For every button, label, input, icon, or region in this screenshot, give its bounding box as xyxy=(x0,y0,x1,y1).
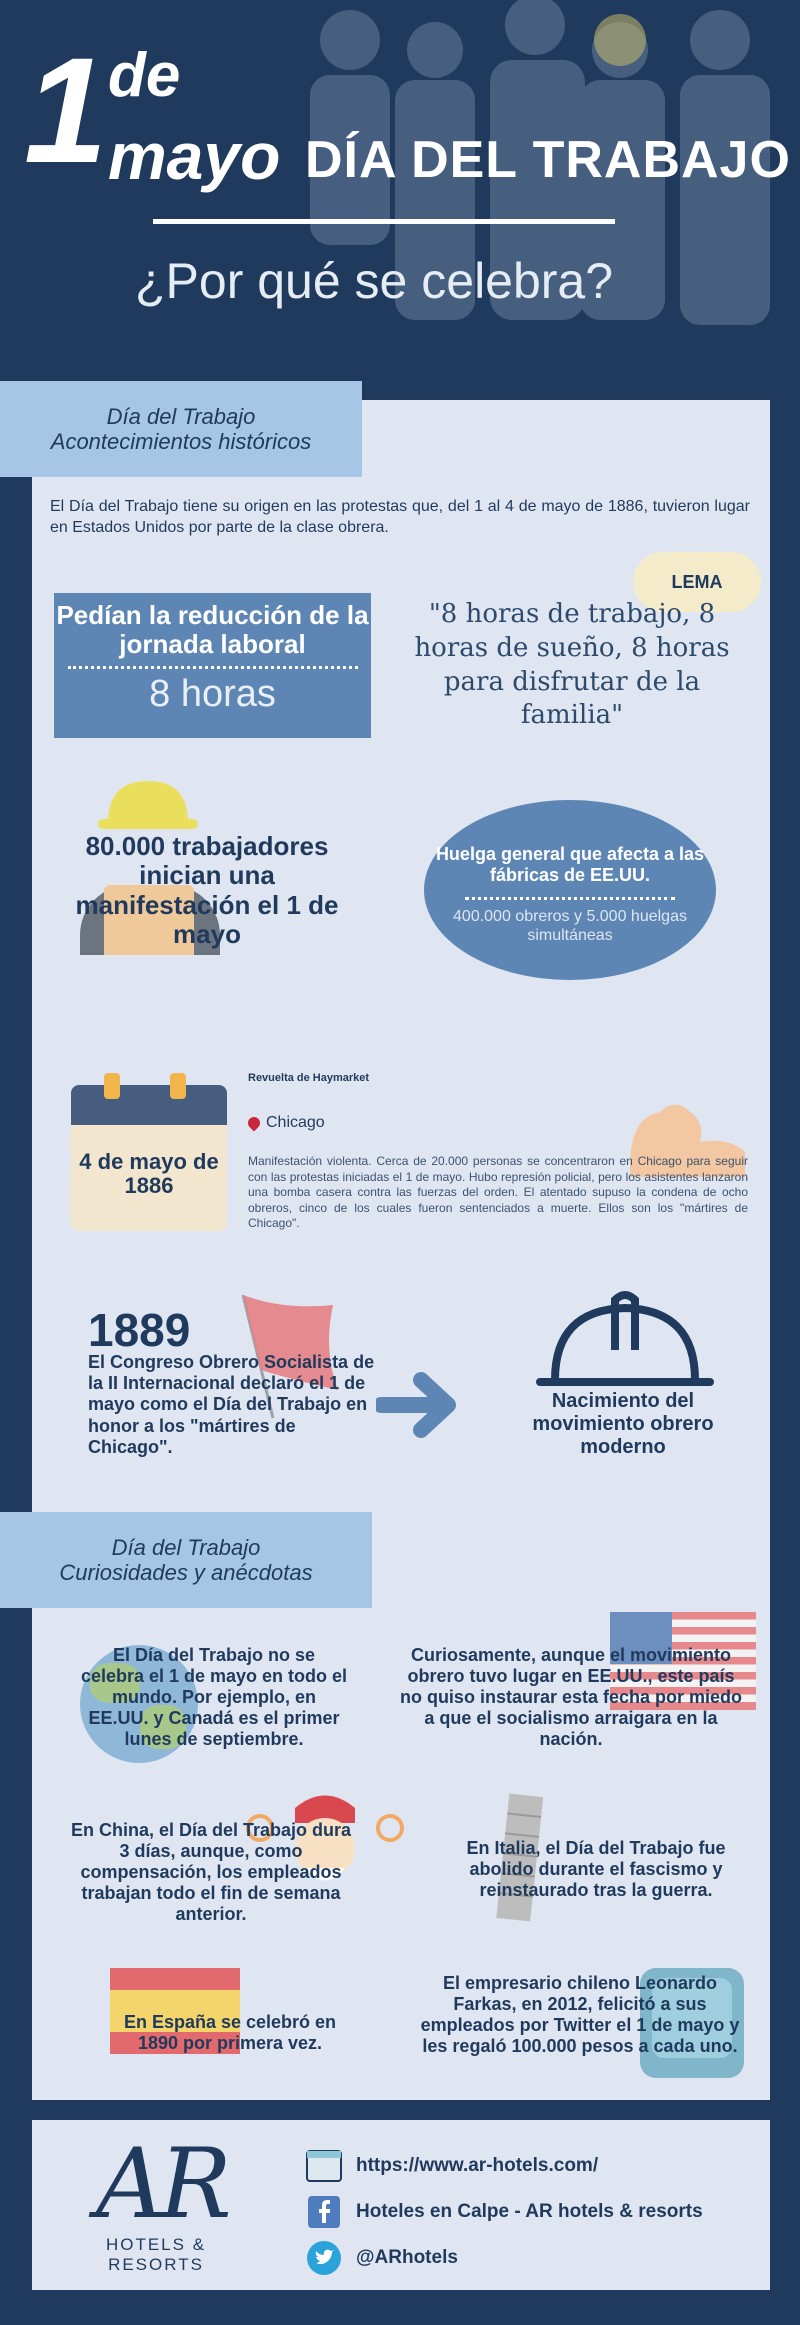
reduccion-hours: 8 horas xyxy=(149,673,276,716)
section-tab-historicos xyxy=(0,381,362,477)
website-url[interactable]: https://www.ar-hotels.com/ xyxy=(356,2155,599,2176)
huelga-subtitle: 400.000 obreros y 5.000 huelgas simultáneas xyxy=(453,908,687,944)
header-number: 1 xyxy=(24,26,108,194)
anecdote-world: El Día del Trabajo no se celebra el 1 de mayo en todo el mundo. Por ejemplo, en EE.UU. y Canadá es el primer lunes de septiembre. xyxy=(80,1645,348,1750)
logo-line2: RESORTS xyxy=(108,2255,204,2275)
location-pin-icon xyxy=(246,1115,263,1132)
congreso-text: El Congreso Obrero Socialista de la II Internacional declaró el 1 de mayo como el Día del Trabajo en honor a los "mártires de Chicago". xyxy=(88,1352,375,1457)
anecdote-italia: En Italia, el Día del Trabajo fue abolido durante el fascismo y reinstaurado tras la guerra. xyxy=(466,1838,726,1901)
anecdote-usa: Curiosamente, aunque el movimiento obrero tuvo lugar en EE.UU., este país no quiso instaurar esta fecha por miedo a que el socialismo arraigara en la nación. xyxy=(399,1645,743,1750)
nacimiento-text: Nacimiento del movimiento obrero moderno xyxy=(532,1390,714,1458)
page-title: DÍA DEL TRABAJO xyxy=(305,131,791,189)
haymarket-description: Manifestación violenta. Cerca de 20.000 personas se concentraron en Chicago para seguir con las protestas iniciadas el 1 de mayo. Hubo represión policial, pero los asistentes lanzaron una bomba casera contra las fuerzas del orden. El atentado supuso la condena de ocho obreros, cinco de los cuales fueron sentenciados a muerte. Ellos son los "mártires de Chicago". xyxy=(248,1154,748,1231)
section-tab-title: Día del Trabajo xyxy=(106,403,256,429)
anecdote-espana: En España se celebró en 1890 por primera vez. xyxy=(123,2012,337,2054)
header-banner xyxy=(0,0,800,380)
header-de: de xyxy=(108,41,181,110)
calendar-date: 4 de mayo de 1886 xyxy=(79,1149,219,1199)
twitter-icon xyxy=(306,2240,342,2276)
lema-quote: "8 horas de trabajo, 8 horas de sueño, 8 horas para disfrutar de la familia" xyxy=(414,599,730,731)
anecdote-china: En China, el Día del Trabajo dura 3 días, aunque, como compensación, los empleados trabajan todo el fin de semana anterior. xyxy=(70,1820,352,1925)
arrow-right-icon xyxy=(376,1370,466,1440)
section-tab-subtitle: Curiosidades y anécdotas xyxy=(59,1560,313,1585)
huelga-title: Huelga general que afecta a las fábricas de EE.UU. xyxy=(435,844,705,885)
haymarket-location xyxy=(248,1114,325,1132)
section-tab-title: Día del Trabajo xyxy=(111,1534,261,1560)
header-divider xyxy=(153,219,615,224)
reduccion-box xyxy=(54,593,371,738)
ar-hotels-logo: AR xyxy=(96,2128,226,2240)
website-link[interactable] xyxy=(306,2148,598,2184)
section-tab-subtitle: Acontecimientos históricos xyxy=(50,429,312,454)
calendar-header xyxy=(71,1085,227,1125)
facebook-page[interactable]: Hoteles en Calpe - AR hotels & resorts xyxy=(356,2201,703,2222)
dotted-divider xyxy=(465,897,675,900)
hardhat-icon xyxy=(98,773,198,833)
dotted-divider xyxy=(68,666,358,669)
header-mayo: mayo xyxy=(108,119,281,193)
page-subtitle: ¿Por qué se celebra? xyxy=(135,253,614,309)
lema-badge: LEMA xyxy=(633,552,761,612)
ar-hotels-logo-text xyxy=(96,2235,216,2276)
haymarket-city: Chicago xyxy=(266,1114,325,1131)
section-tab-curiosidades xyxy=(0,1512,372,1608)
anecdote-chile: El empresario chileno Leonardo Farkas, en 2012, felicitó a sus empleados por Twitter el 1 de mayo y les regaló 100.000 pesos a cada uno. xyxy=(420,1973,740,2057)
facebook-icon xyxy=(306,2194,342,2230)
facebook-link[interactable] xyxy=(306,2194,703,2230)
calendar-ring-icon xyxy=(104,1073,120,1099)
calendar-ring-icon xyxy=(170,1073,186,1099)
trabajadores-text: 80.000 trabajadores inician una manifestación el 1 de mayo xyxy=(75,831,339,950)
logo-line1: HOTELS & xyxy=(105,2235,207,2254)
intro-text: El Día del Trabajo tiene su origen en las protestas que, del 1 al 4 de mayo de 1886, tuvieron lugar en Estados Unidos por parte de la clase obrera. xyxy=(50,498,750,536)
helmet-icon xyxy=(535,1290,715,1390)
huelga-ellipse xyxy=(424,800,716,980)
reduccion-title: Pedían la reducción de la jornada laboral xyxy=(56,600,369,659)
year-1889: 1889 xyxy=(88,1304,191,1356)
browser-icon xyxy=(306,2148,342,2184)
twitter-link[interactable] xyxy=(306,2240,458,2276)
haymarket-title: Revuelta de Haymarket xyxy=(248,1072,370,1084)
twitter-handle[interactable]: @ARhotels xyxy=(356,2247,458,2268)
